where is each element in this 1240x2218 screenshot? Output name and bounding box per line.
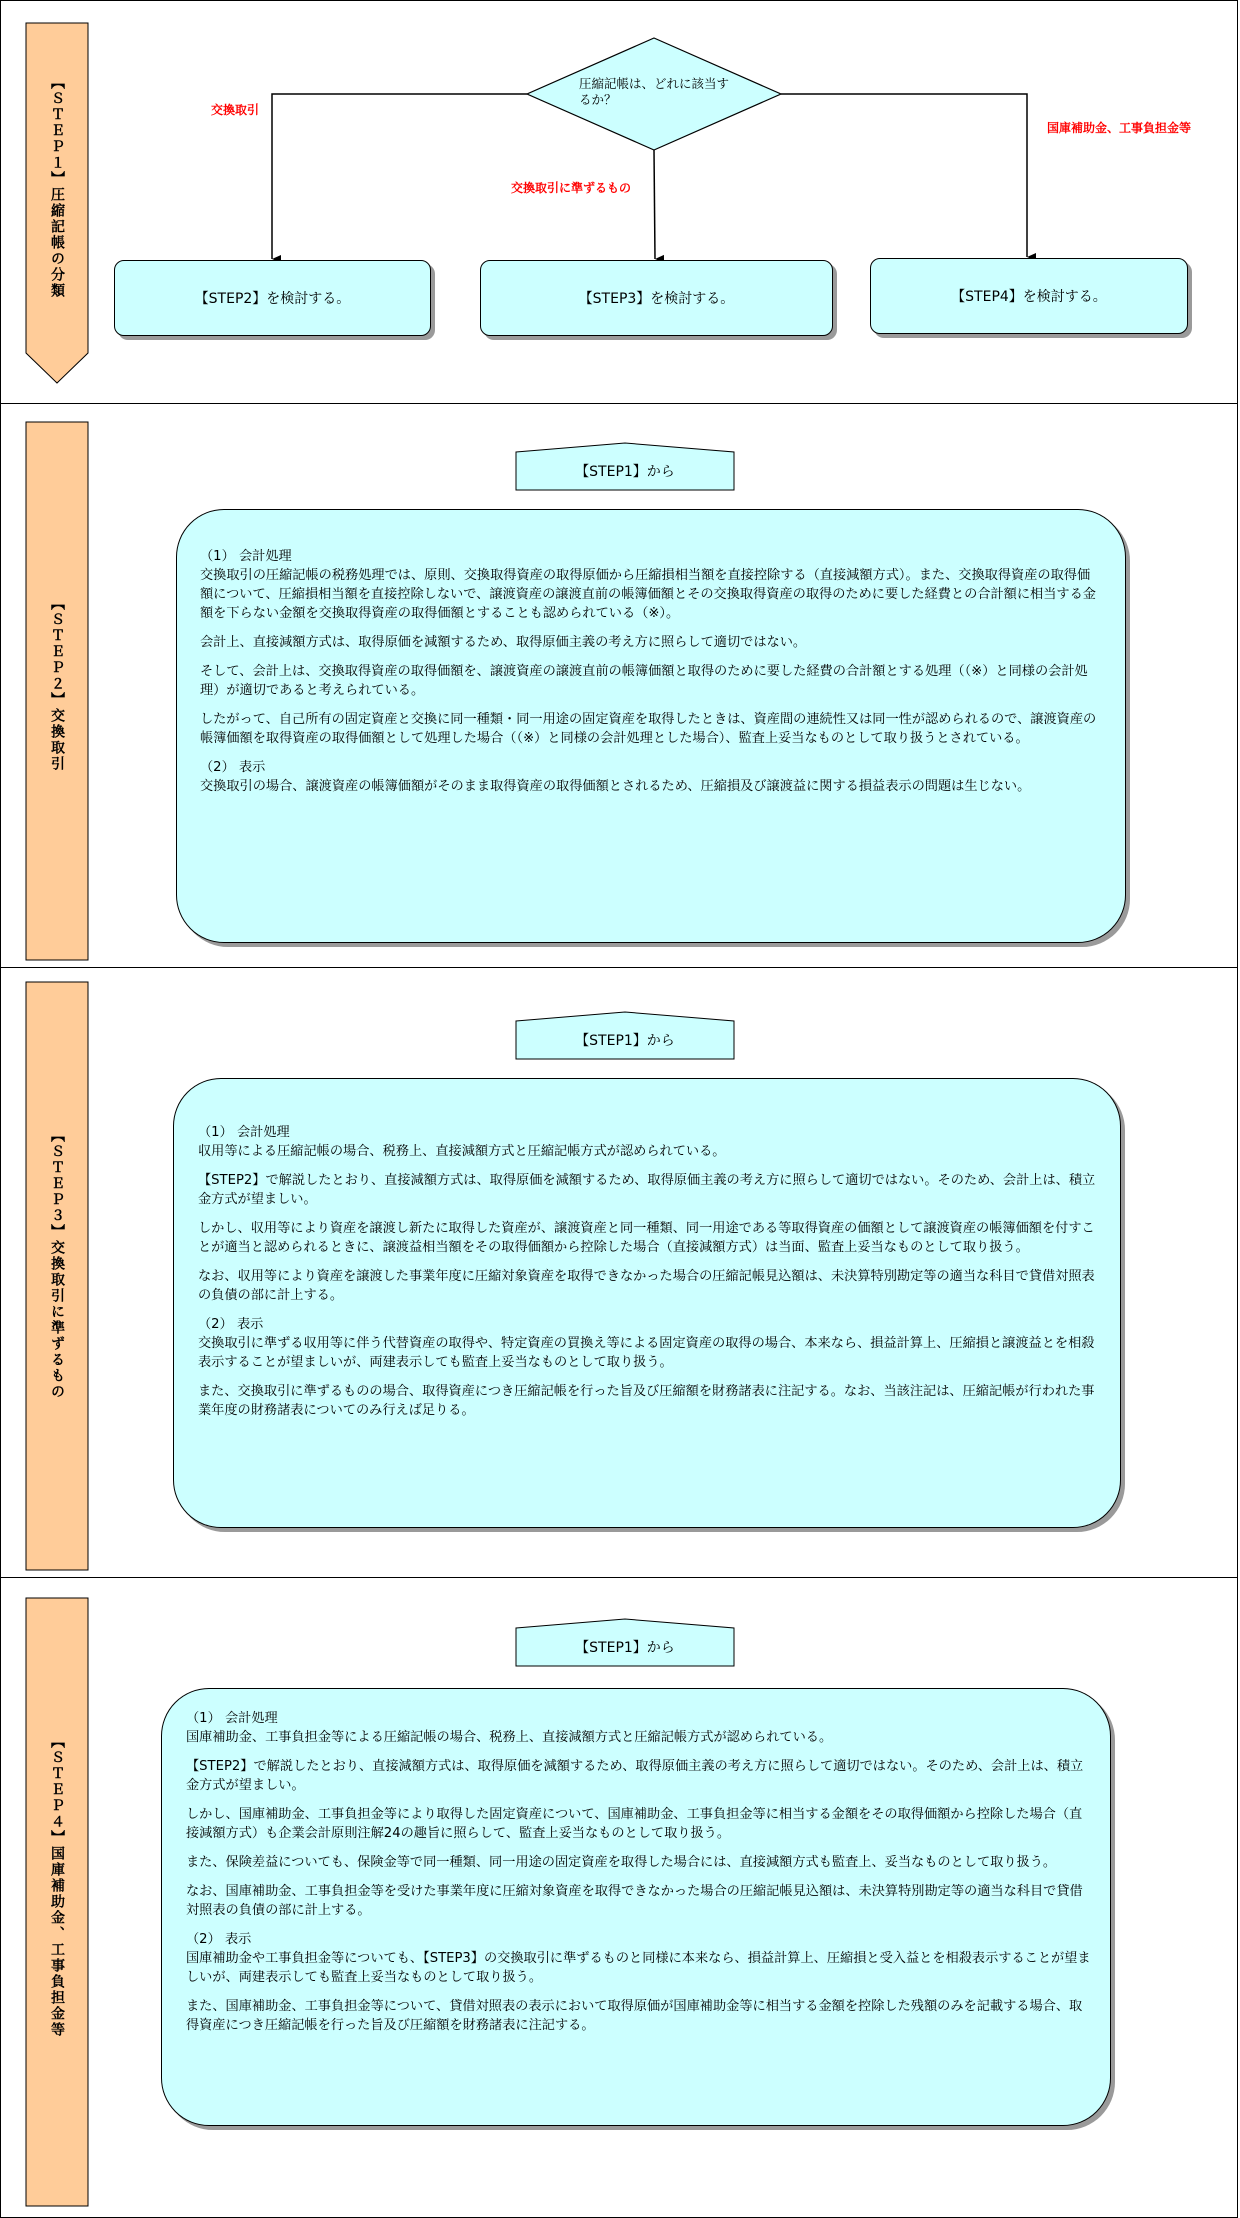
step3-section — [0, 967, 1238, 1578]
goto-step3-box[interactable]: 【STEP3】を検討する。 — [480, 260, 833, 336]
step1-tag-label: 【ＳＴＥＰ１】圧縮記帳の分類 — [49, 75, 65, 299]
goto-step2-box[interactable]: 【STEP2】を検討する。 — [114, 260, 431, 336]
step4-heading-display: （2） 表示 — [186, 1932, 252, 1947]
step3-para-6: また、交換取引に準ずるものの場合、取得資産につき圧縮記帳を行った旨及び圧縮額を財務諸表に注記する。なお、当該注記は、圧縮記帳が行われた事業年度の財務諸表についてのみ行えば足りる。 — [198, 1384, 1095, 1418]
step4-para-4: また、保険差益についても、保険金等で同一種類、同一用途の固定資産を取得した場合には、直接減額方式も監査上、妥当なものとして取り扱う。 — [186, 1855, 1057, 1870]
goto-step4-box[interactable]: 【STEP4】を検討する。 — [870, 258, 1188, 334]
step2-para-5: 交換取引の場合、譲渡資産の帳簿価額がそのまま取得資産の取得価額とされるため、圧縮損及び譲渡益に関する損益表示の問題は生じない。 — [200, 779, 1031, 794]
step3-para-3: しかし、収用等により資産を譲渡し新たに取得した資産が、譲渡資産と同一種類、同一用途である等取得資産の価額として譲渡資産の帳簿価額を付すことが適当と認められるときに、譲渡益相当額をその取得価額から控除した場合（直接減額方式）は当面、監査上妥当なものとして取り扱う。 — [198, 1221, 1095, 1255]
step2-heading-display: （2） 表示 — [200, 760, 266, 775]
step4-content-text — [186, 1709, 1091, 2045]
step2-para-4: したがって、自己所有の固定資産と交換に同一種類・同一用途の固定資産を取得したときは、資産間の連続性又は同一性が認められるので、譲渡資産の帳簿価額を取得資産の取得価額として処理した場合（（※）と同様の会計処理とした場合）、監査上妥当なものとして取り扱うとされている。 — [200, 712, 1097, 746]
step4-from-label: 【STEP1】から — [575, 1640, 675, 1656]
step4-section — [0, 1577, 1238, 2218]
decision-question: 圧縮記帳は、どれに該当するか？ — [579, 76, 730, 107]
step4-para-1: 国庫補助金、工事負担金等による圧縮記帳の場合、税務上、直接減額方式と圧縮記帳方式が認められている。 — [186, 1730, 833, 1745]
branch-right-label: 国庫補助金、工事負担金等 — [1047, 121, 1192, 135]
step1-section — [0, 0, 1238, 404]
step1-flow-lines — [1, 1, 1239, 405]
step3-tag-label: 【ＳＴＥＰ３】交換取引に準ずるもの — [49, 1128, 65, 1400]
step3-content-text — [198, 1123, 1098, 1430]
step4-para-6: 国庫補助金や工事負担金等についても、【STEP3】の交換取引に準ずるものと同様に本来なら、損益計算上、圧縮損と受入益とを相殺表示することが望ましいが、両建表示しても監査上妥当なものとして取り扱う。 — [186, 1951, 1091, 1985]
step2-para-3: そして、会計上は、交換取得資産の取得価額を、譲渡資産の譲渡直前の帳簿価額と取得のために要した経費の合計額とする処理（（※）と同様の会計処理）が適切であると考えられている。 — [200, 664, 1088, 698]
branch-center-line — [654, 150, 655, 259]
step4-para-3: しかし、国庫補助金、工事負担金等により取得した固定資産について、国庫補助金、工事負担金等に相当する金額をその取得価額から控除した場合（直接減額方式）も企業会計原則注解24の趣旨に照らして、監査上妥当なものとして取り扱う。 — [186, 1807, 1083, 1841]
step2-para-1: 交換取引の圧縮記帳の税務処理では、原則、交換取得資産の取得原価から圧縮損相当額を直接控除する（直接減額方式）。また、交換取得資産の取得価額について、圧縮損相当額を直接控除しないで、譲渡資産の譲渡直前の帳簿価額とその交換取得資産の取得のために要した経費との合計額に相当する金額を下らない金額を交換取得資産の取得価額とすることも認められている（※）。 — [200, 568, 1096, 621]
branch-right-line — [781, 94, 1027, 257]
step3-para-1: 収用等による圧縮記帳の場合、税務上、直接減額方式と圧縮記帳方式が認められている。 — [198, 1144, 726, 1159]
step4-heading-accounting: （1） 会計処理 — [186, 1711, 278, 1726]
step3-para-2: 【STEP2】で解説したとおり、直接減額方式は、取得原価を減額するため、取得原価主義の考え方に照らして適切ではない。そのため、会計上は、積立金方式が望ましい。 — [198, 1173, 1096, 1207]
step4-para-2: 【STEP2】で解説したとおり、直接減額方式は、取得原価を減額するため、取得原価主義の考え方に照らして適切ではない。そのため、会計上は、積立金方式が望ましい。 — [186, 1759, 1084, 1793]
step3-para-4: なお、収用等により資産を譲渡した事業年度に圧縮対象資産を取得できなかった場合の圧縮記帳見込額は、未決算特別勘定等の適当な科目で貸借対照表の負債の部に計上する。 — [198, 1269, 1095, 1303]
step4-para-5: なお、国庫補助金、工事負担金等を受けた事業年度に圧縮対象資産を取得できなかった場合の圧縮記帳見込額は、未決算特別勘定等の適当な科目で貸借対照表の負債の部に計上する。 — [186, 1884, 1083, 1918]
step3-heading-display: （2） 表示 — [198, 1317, 264, 1332]
branch-left-line — [272, 94, 527, 259]
step2-para-2: 会計上、直接減額方式は、取得原価を減額するため、取得原価主義の考え方に照らして適切ではない。 — [200, 635, 807, 650]
step3-para-5: 交換取引に準ずる収用等に伴う代替資産の取得や、特定資産の買換え等による固定資産の取得の場合、本来なら、損益計算上、圧縮損と譲渡益とを相殺表示することが望ましいが、両建表示しても監査上妥当なものとして取り扱う。 — [198, 1336, 1095, 1370]
branch-center-label: 交換取引に準ずるもの — [511, 181, 632, 195]
step4-tag-label: 【ＳＴＥＰ４】国庫補助金、工事負担金等 — [49, 1734, 65, 2038]
step2-section — [0, 403, 1238, 968]
step2-tag-label: 【ＳＴＥＰ２】交換取引 — [49, 596, 65, 772]
step2-content-text — [200, 547, 1100, 806]
step2-heading-accounting: （1） 会計処理 — [200, 549, 292, 564]
step3-from-label: 【STEP1】から — [575, 1033, 675, 1049]
branch-left-label: 交換取引 — [211, 103, 260, 117]
step3-heading-accounting: （1） 会計処理 — [198, 1125, 290, 1140]
step4-para-7: また、国庫補助金、工事負担金等について、貸借対照表の表示において取得原価が国庫補助金等に相当する金額を控除した残額のみを記載する場合、取得資産につき圧縮記帳を行った旨及び圧縮額を財務諸表に注記する。 — [186, 1999, 1083, 2033]
step2-from-label: 【STEP1】から — [575, 464, 675, 480]
